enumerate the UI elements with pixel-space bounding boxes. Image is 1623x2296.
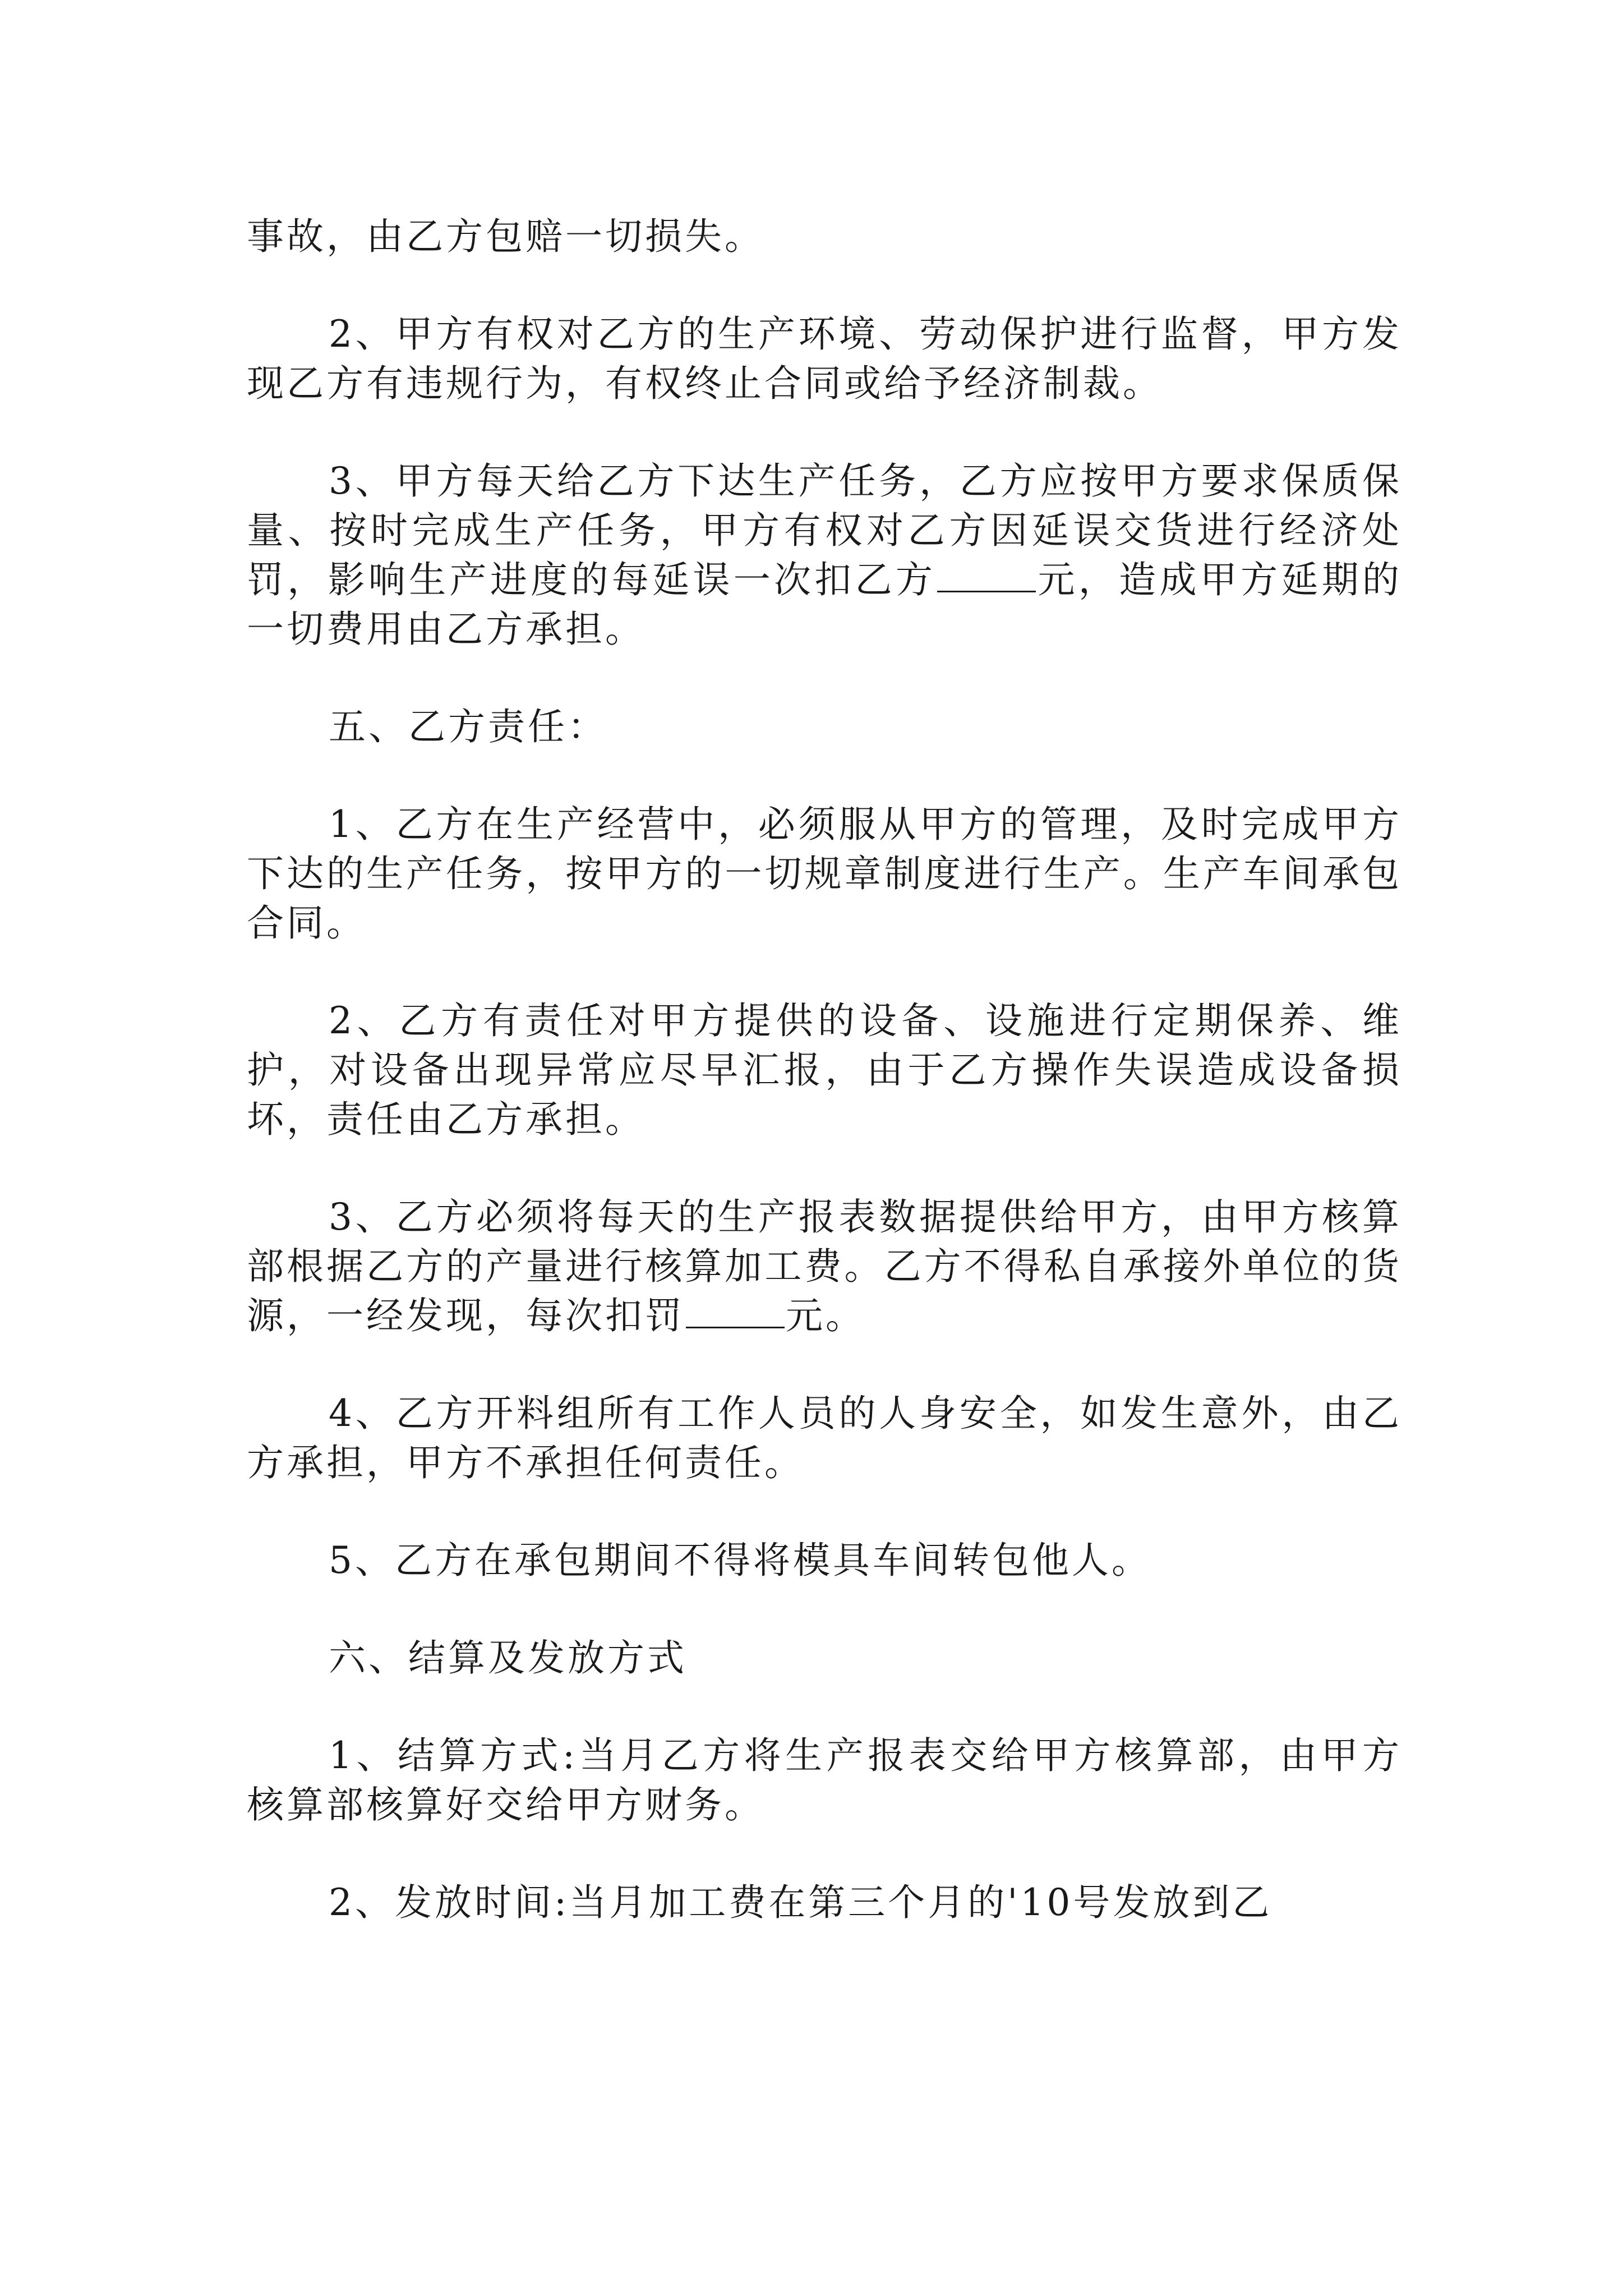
paragraph-3 bbox=[247, 457, 1402, 654]
paragraph-11: 1、结算方式:当月乙方将生产报表交给甲方核算部，由甲方核算部核算好交给甲方财务。 bbox=[247, 1734, 1402, 1826]
paragraph-8: 4、乙方开料组所有工作人员的人身安全，如发生意外，由乙方承担，甲方不承担任何责任。 bbox=[247, 1392, 1402, 1484]
document-body bbox=[247, 212, 1402, 1976]
paragraph-6: 2、乙方有责任对甲方提供的设备、设施进行定期保养、维护，对设备出现异常应尽早汇报，由于乙方操作失误造成设备损坏，责任由乙方承担。 bbox=[247, 999, 1402, 1141]
paragraph-12: 2、发放时间:当月加工费在第三个月的'10号发放到乙 bbox=[329, 1881, 1272, 1924]
section-heading-6: 六、结算及发放方式 bbox=[329, 1636, 687, 1680]
paragraph-5: 1、乙方在生产经营中，必须服从甲方的管理，及时完成甲方下达的生产任务，按甲方的一切规章制度进行生产。生产车间承包合同。 bbox=[247, 803, 1402, 945]
paragraph-3-text-before: 3、甲方每天给乙方下达生产任务，乙方应按甲方要求保质保量、按时完成生产任务，甲方有权对乙方因延误交货进行经济处罚，影响生产进度的每延误一次扣乙方 bbox=[247, 459, 1402, 601]
paragraph-9: 5、乙方在承包期间不得将模具车间转包他人。 bbox=[329, 1539, 1151, 1582]
paragraph-1: 事故，由乙方包赔一切损失。 bbox=[247, 215, 764, 258]
fill-in-blank bbox=[937, 587, 1036, 592]
paragraph-2: 2、甲方有权对乙方的生产环境、劳动保护进行监督，甲方发现乙方有违规行为，有权终止合同或给予经济制裁。 bbox=[247, 312, 1402, 405]
paragraph-7-text-before: 3、乙方必须将每天的生产报表数据提供给甲方，由甲方核算部根据乙方的产量进行核算加工费。乙方不得私自承接外单位的货源，一经发现，每次扣罚 bbox=[247, 1195, 1402, 1337]
paragraph-3-text-after: 元，造成甲方延期的一切费用由乙方承担。 bbox=[247, 558, 1403, 651]
paragraph-7 bbox=[247, 1193, 1402, 1341]
paragraph-7-text-after: 元。 bbox=[786, 1294, 865, 1337]
section-heading-5: 五、乙方责任： bbox=[329, 705, 607, 748]
fill-in-blank bbox=[686, 1323, 785, 1328]
